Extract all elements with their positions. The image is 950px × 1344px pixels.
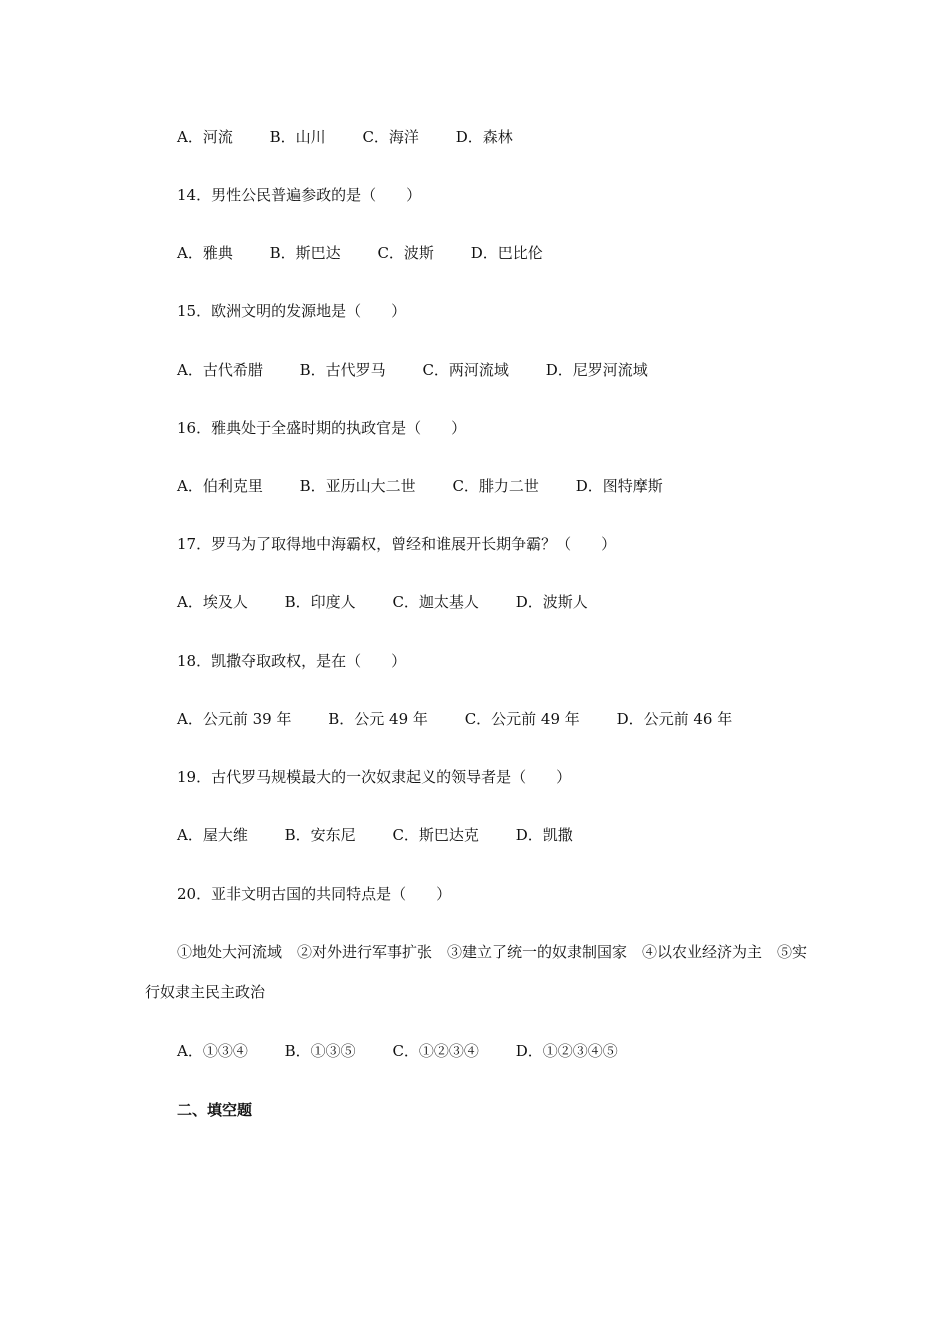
q19-option-c: C．斯巴达克 [392,826,479,844]
q13-option-c: C．海洋 [362,128,419,146]
q18-option-b: B．公元 49 年 [328,710,428,728]
q15-stem: 15．欧洲文明的发源地是（ ） [177,302,407,320]
q17-options [177,592,588,612]
q15-option-c: C．两河流域 [422,361,509,379]
q19-option-d: D．凯撒 [515,826,573,844]
q19-option-a: A．屋大维 [177,826,248,844]
q20-option-b: B．①③⑤ [284,1042,356,1060]
q18-stem: 18．凯撒夺取政权，是在（ ） [177,652,407,670]
q20-option-c: C．①②③④ [392,1042,479,1060]
q18-option-d: D．公元前 46 年 [616,710,733,728]
q15-option-d: D．尼罗河流域 [545,361,648,379]
q17-option-a: A．埃及人 [177,593,248,611]
q14-stem: 14．男性公民普遍参政的是（ ） [177,186,422,204]
q14-option-b: B．斯巴达 [269,244,341,262]
q20-options [177,1041,618,1061]
q18-option-c: C．公元前 49 年 [464,710,580,728]
q20-statements: ①地处大河流域 ②对外进行军事扩张 ③建立了统一的奴隶制国家 ④以农业经济为主 ⑤实行奴隶主民主政治 [145,943,808,1001]
q17-option-d: D．波斯人 [515,593,588,611]
q19-options [177,825,573,845]
q16-option-a: A．伯利克里 [177,477,263,495]
q19-stem: 19．古代罗马规模最大的一次奴隶起义的领导者是（ ） [177,768,572,786]
q15-option-b: B．古代罗马 [299,361,386,379]
q17-option-c: C．迦太基人 [392,593,479,611]
q13-option-b: B．山川 [269,128,326,146]
q20-option-a: A．①③④ [177,1042,248,1060]
q13-option-a: A．河流 [177,128,233,146]
q18-option-a: A．公元前 39 年 [177,710,292,728]
section-heading-fill-in: 二、填空题 [177,1101,253,1119]
q13-options [177,127,513,147]
q16-stem: 16．雅典处于全盛时期的执政官是（ ） [177,419,467,437]
q17-option-b: B．印度人 [284,593,356,611]
q16-option-b: B．亚历山大二世 [299,477,416,495]
q20-option-d: D．①②③④⑤ [515,1042,618,1060]
q16-option-c: C．腓力二世 [452,477,539,495]
q17-stem: 17．罗马为了取得地中海霸权，曾经和谁展开长期争霸？（ ） [177,535,617,553]
q18-options [177,709,732,729]
q14-option-d: D．巴比伦 [470,244,543,262]
q16-option-d: D．图特摩斯 [575,477,663,495]
q20-stem: 20．亚非文明古国的共同特点是（ ） [177,885,452,903]
q15-options [177,360,648,380]
q19-option-b: B．安东尼 [284,826,356,844]
q13-option-d: D．森林 [455,128,513,146]
q14-option-c: C．波斯 [377,244,434,262]
q16-options [177,476,663,496]
q14-option-a: A．雅典 [177,244,233,262]
q15-option-a: A．古代希腊 [177,361,263,379]
q14-options [177,243,543,263]
